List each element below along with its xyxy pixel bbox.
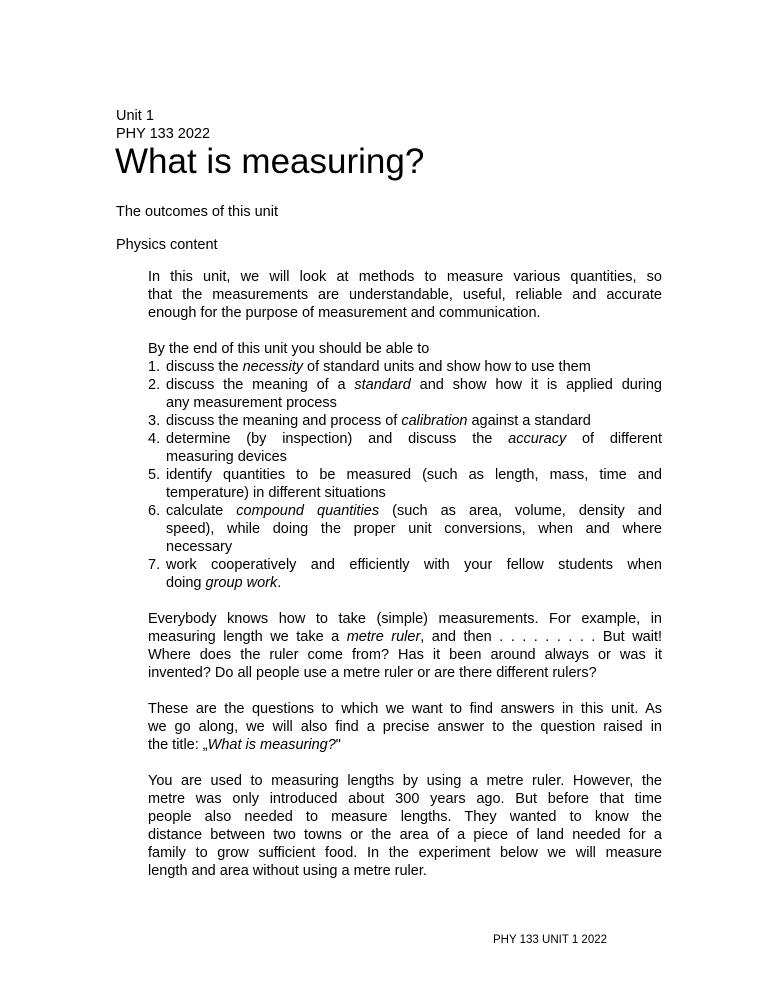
page-footer: PHY 133 UNIT 1 2022 [493, 934, 608, 946]
paragraph [148, 700, 662, 754]
text-segment: Everybody knows how to take (simple) measurements. For example, in [148, 611, 662, 627]
emphasis-text: standard [354, 377, 411, 393]
text-line [166, 556, 662, 574]
text-segment: measuring devices [166, 449, 287, 465]
paragraph [148, 772, 662, 880]
text-segment: that the measurements are understandable, useful, reliable and accurate [148, 287, 662, 303]
text-line [148, 646, 662, 664]
text-segment: measuring length we take a [148, 629, 347, 645]
text-segment: distance between two towns or the area of a piece of land needed for a [148, 827, 662, 843]
text-line [166, 358, 662, 376]
text-segment: family to grow sufficient food. In the experiment below we will measure [148, 845, 662, 861]
text-segment: identify quantities to be measured (such as length, mass, time and [166, 467, 662, 483]
text-segment: metre was only introduced about 300 years ago. But before that time [148, 791, 662, 807]
text-segment: temperature) in different situations [166, 485, 386, 501]
list-number: 3. [148, 413, 161, 429]
text-segment: discuss the meaning and process of [166, 413, 402, 429]
body-content [148, 268, 662, 898]
text-segment: In this unit, we will look at methods to measure various quantities, so [148, 269, 662, 285]
text-segment: discuss the meaning of a [166, 377, 355, 393]
text-segment: any measurement process [166, 395, 337, 411]
list-number: 5. [148, 467, 161, 483]
list-item [148, 466, 662, 502]
outcomes-heading: The outcomes of this unit [116, 204, 278, 220]
text-line [148, 790, 662, 808]
text-segment: calculate [166, 503, 237, 519]
text-segment: speed), while doing the proper unit conversions, when and where [166, 521, 662, 537]
text-line [148, 844, 662, 862]
text-segment: . [277, 575, 282, 591]
outcomes-list [148, 340, 662, 592]
text-segment: the title: „ [148, 737, 208, 753]
text-segment: of standard units and show how to use them [303, 359, 591, 375]
text-segment: necessary [166, 539, 233, 555]
text-line [148, 628, 662, 646]
text-segment: (such as area, volume, density and [379, 503, 662, 519]
page-title: What is measuring? [115, 142, 425, 181]
emphasis-text: accuracy [508, 431, 567, 447]
text-line [166, 448, 662, 466]
text-line [166, 520, 662, 538]
text-segment: These are the questions to which we want to find answers in this unit. As [148, 701, 662, 717]
text-segment: and show how it is applied during [410, 377, 662, 393]
list-number: 2. [148, 377, 161, 393]
text-line [148, 286, 662, 304]
list-number: 6. [148, 503, 161, 519]
physics-heading: Physics content [116, 237, 218, 253]
text-line [148, 268, 662, 286]
text-line [166, 394, 662, 412]
text-segment: length and area without using a metre ruler. [148, 863, 427, 879]
text-segment: against a standard [467, 413, 591, 429]
text-segment: we go along, we will also find a precise answer to the question raised in [148, 719, 662, 735]
emphasis-text: group work [205, 575, 278, 591]
text-line [166, 484, 662, 502]
text-line [148, 772, 662, 790]
text-segment: " [335, 737, 341, 753]
text-line [166, 412, 662, 430]
text-line [166, 502, 662, 520]
emphasis-text: calibration [401, 413, 468, 429]
text-line [166, 430, 662, 448]
text-segment: of different [566, 431, 662, 447]
text-line [166, 574, 662, 592]
text-segment: doing [166, 575, 206, 591]
text-segment: Where does the ruler come from? Has it been around always or was it [148, 647, 662, 663]
text-line [148, 610, 662, 628]
intro-paragraph [148, 268, 662, 322]
list-number: 4. [148, 431, 161, 447]
list-item [148, 502, 662, 556]
text-segment: You are used to measuring lengths by using a metre ruler. However, the [148, 773, 662, 789]
emphasis-text: necessity [242, 359, 304, 375]
text-line [148, 304, 662, 322]
list-intro: By the end of this unit you should be able to [148, 341, 430, 357]
text-segment: discuss the [166, 359, 243, 375]
text-segment: determine (by inspection) and discuss the [166, 431, 509, 447]
text-segment: enough for the purpose of measurement and communication. [148, 305, 541, 321]
text-line [166, 466, 662, 484]
course-label: PHY 133 2022 [116, 126, 211, 142]
paragraph [148, 610, 662, 682]
list-number: 7. [148, 557, 161, 573]
emphasis-text: metre ruler [346, 629, 421, 645]
list-item [148, 412, 662, 430]
text-line [148, 826, 662, 844]
text-line [148, 736, 662, 754]
text-line [148, 808, 662, 826]
text-segment: people also needed to measure lengths. They wanted to know the [148, 809, 662, 825]
text-segment: work cooperatively and efficiently with your fellow students when [166, 557, 662, 573]
text-segment: invented? Do all people use a metre ruler or are there different rulers? [148, 665, 597, 681]
unit-label: Unit 1 [116, 108, 154, 124]
emphasis-text: What is measuring? [207, 737, 336, 753]
list-item [148, 376, 662, 412]
text-line [166, 376, 662, 394]
text-line [166, 538, 662, 556]
emphasis-text: compound quantities [236, 503, 380, 519]
text-line [148, 664, 662, 682]
list-item [148, 358, 662, 376]
text-line [148, 700, 662, 718]
list-item [148, 556, 662, 592]
text-line [148, 862, 662, 880]
text-segment: , and then . . . . . . . . . But wait! [420, 629, 663, 645]
list-item [148, 430, 662, 466]
text-line [148, 718, 662, 736]
list-number: 1. [148, 359, 161, 375]
